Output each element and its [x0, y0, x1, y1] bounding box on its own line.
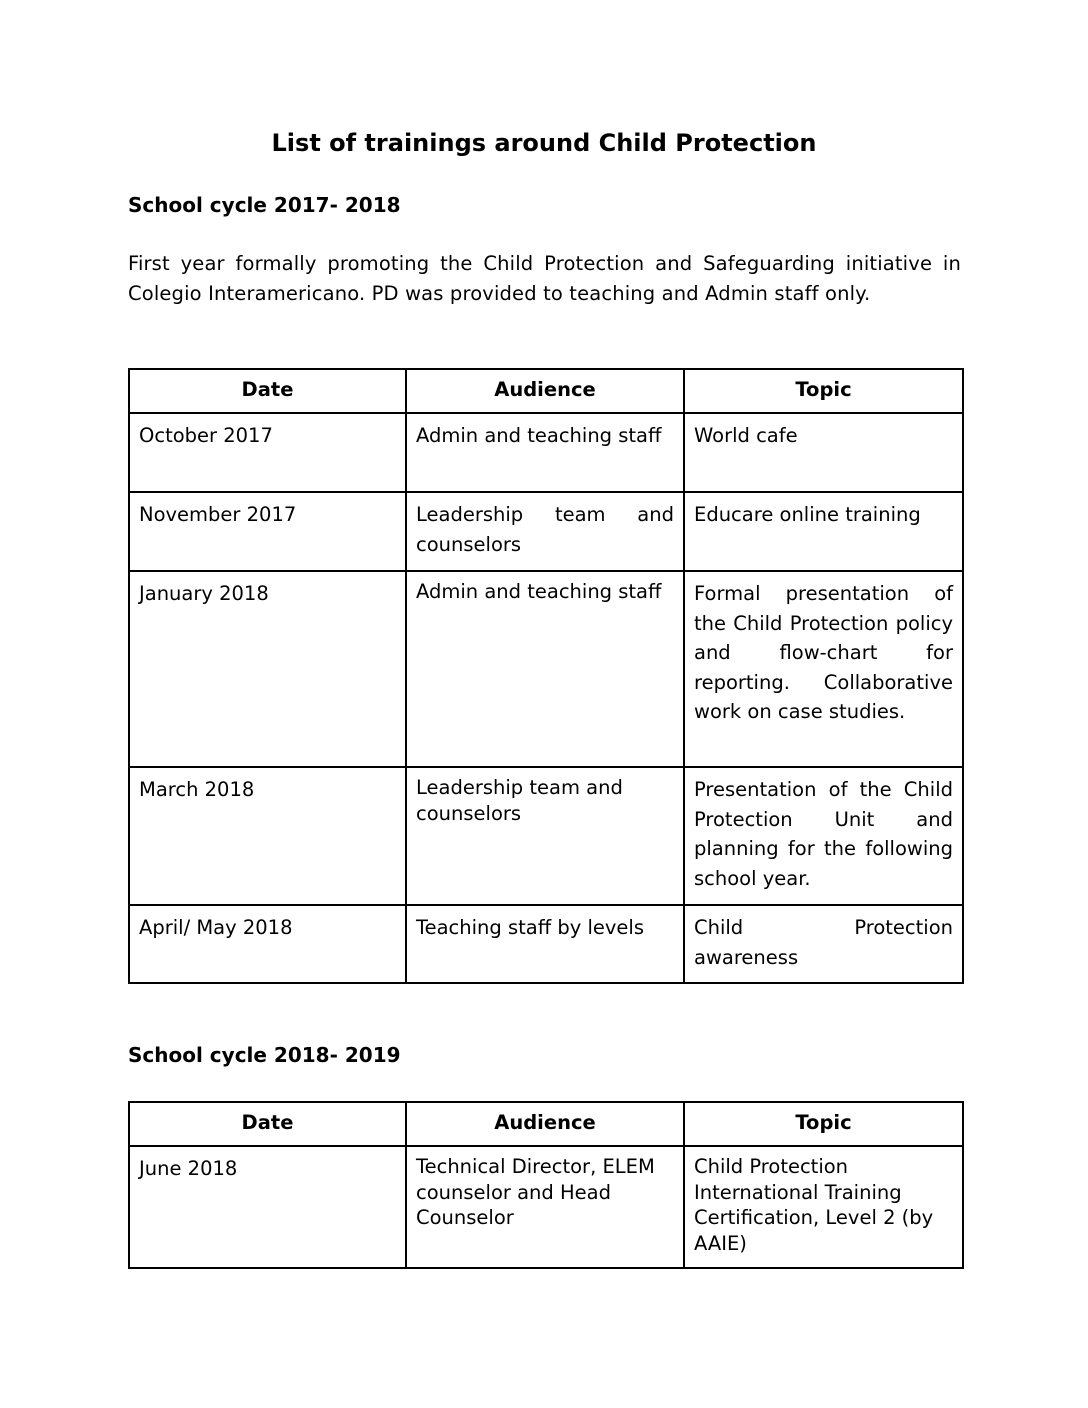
cell-topic: Child Protection awareness [684, 905, 963, 983]
section-heading-2018-2019: School cycle 2018- 2019 [128, 1043, 401, 1067]
column-header-audience: Audience [406, 1102, 684, 1146]
cell-topic: Child Protection International Training Certification, Level 2 (by AAIE) [684, 1146, 963, 1268]
page-title: List of trainings around Child Protection [271, 129, 817, 157]
column-header-audience: Audience [406, 369, 684, 413]
section-intro-2017-2018: First year formally promoting the Child Protection and Safeguarding initiative in Colegio Interamericano. PD was provided to teaching and Admin staff only. [128, 252, 961, 305]
column-header-topic: Topic [684, 369, 963, 413]
table-row [129, 905, 963, 983]
table-row [129, 571, 963, 767]
cell-date: March 2018 [129, 767, 406, 905]
column-header-date: Date [129, 1102, 406, 1146]
column-header-topic: Topic [684, 1102, 963, 1146]
table-header-row [129, 369, 963, 413]
cell-date: June 2018 [129, 1146, 406, 1268]
cell-date: January 2018 [129, 571, 406, 767]
cell-audience: Leadership team and counselors [406, 492, 684, 571]
cell-audience: Teaching staff by levels [406, 905, 684, 983]
cell-date: April/ May 2018 [129, 905, 406, 983]
column-header-date: Date [129, 369, 406, 413]
table-header-row [129, 1102, 963, 1146]
cell-topic: World cafe [684, 413, 963, 492]
training-table-2017-2018 [128, 368, 964, 984]
cell-audience: Leadership team and counselors [406, 767, 684, 905]
section-heading-2017-2018: School cycle 2017- 2018 [128, 193, 401, 217]
cell-topic: Formal presentation of the Child Protection policy and flow-chart for reporting. Collaborative work on case studies. [684, 571, 963, 767]
cell-date: October 2017 [129, 413, 406, 492]
table-row [129, 492, 963, 571]
cell-topic: Presentation of the Child Protection Unit and planning for the following school year. [684, 767, 963, 905]
cell-date: November 2017 [129, 492, 406, 571]
table-row [129, 767, 963, 905]
table-row [129, 413, 963, 492]
table-row [129, 1146, 963, 1268]
cell-audience: Technical Director, ELEM counselor and Head Counselor [406, 1146, 684, 1268]
cell-audience: Admin and teaching staff [406, 413, 684, 492]
cell-audience: Admin and teaching staff [406, 571, 684, 767]
training-table-2018-2019 [128, 1101, 964, 1269]
cell-topic: Educare online training [684, 492, 963, 571]
